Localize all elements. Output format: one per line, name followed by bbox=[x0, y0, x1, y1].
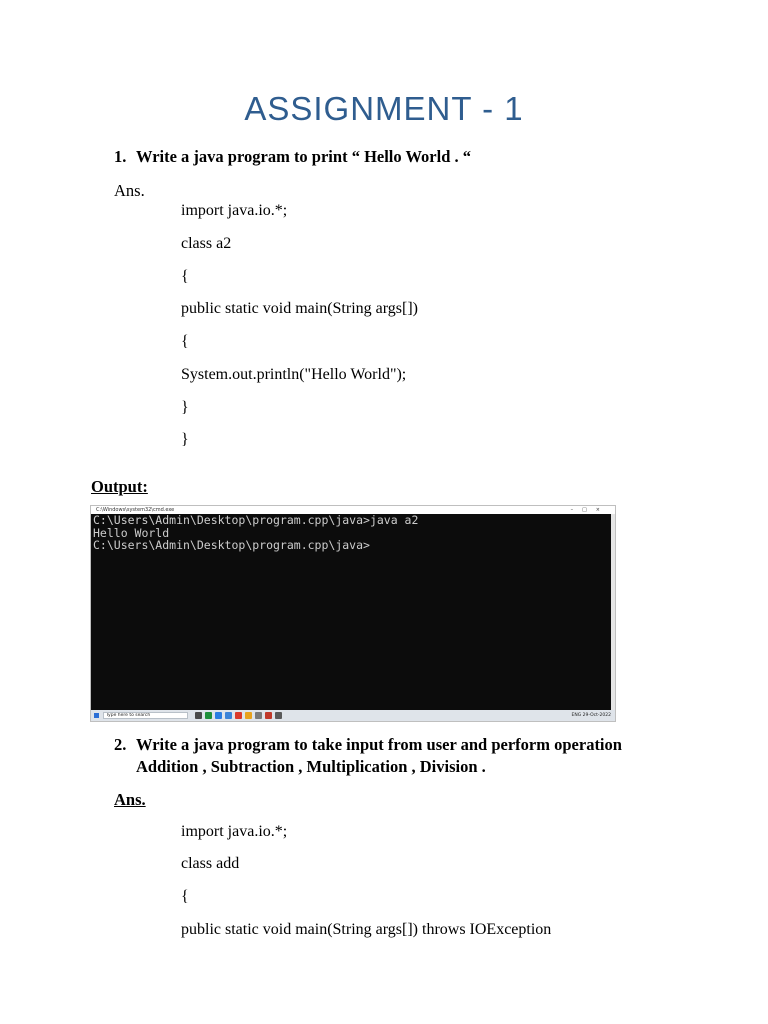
taskbar-app-icon bbox=[275, 712, 282, 719]
question-1-text: Write a java program to print “ Hello World . “ bbox=[136, 147, 472, 166]
answer-2-label: Ans. bbox=[114, 790, 146, 809]
taskbar-app-icon bbox=[245, 712, 252, 719]
taskbar-app-icon bbox=[255, 712, 262, 719]
taskbar bbox=[91, 710, 615, 721]
console-line: C:\Users\Admin\Desktop\program.cpp\java>java a2 bbox=[93, 513, 419, 527]
question-1-number: 1. bbox=[114, 147, 127, 166]
code-line: } bbox=[181, 399, 189, 416]
code-line: { bbox=[181, 333, 189, 350]
code-line: } bbox=[181, 431, 189, 448]
taskbar-app-icon bbox=[205, 712, 212, 719]
taskbar-app-icon bbox=[195, 712, 202, 719]
code-line: { bbox=[181, 268, 189, 285]
taskbar-app-icon bbox=[235, 712, 242, 719]
console-window-title: C:\Windows\system32\cmd.exe bbox=[96, 507, 175, 513]
taskbar-app-icon bbox=[215, 712, 222, 719]
code-line: import java.io.*; bbox=[181, 823, 288, 840]
answer-1-label: Ans. bbox=[114, 181, 145, 200]
console-line: Hello World bbox=[93, 525, 170, 540]
code-line: class add bbox=[181, 855, 240, 872]
console-screenshot bbox=[90, 505, 616, 722]
console-output bbox=[92, 514, 611, 710]
taskbar-app-icon bbox=[265, 712, 272, 719]
code-line: public static void main(String args[]) throws IOException bbox=[181, 921, 552, 938]
code-line: import java.io.*; bbox=[181, 202, 288, 219]
question-2-text-line1: Write a java program to take input from user and perform operation bbox=[136, 735, 622, 754]
taskbar-search-box: Type here to search bbox=[103, 712, 188, 719]
question-2-number: 2. bbox=[114, 735, 127, 754]
question-2 bbox=[114, 734, 622, 778]
taskbar-app-icon bbox=[225, 712, 232, 719]
page-title: ASSIGNMENT - 1 bbox=[244, 90, 524, 127]
code-line: public static void main(String args[]) bbox=[181, 300, 418, 317]
code-line: { bbox=[181, 888, 189, 905]
output-label: Output: bbox=[91, 477, 148, 496]
code-line: class a2 bbox=[181, 235, 232, 252]
console-scrollbar bbox=[611, 514, 615, 710]
taskbar-apps bbox=[195, 710, 285, 721]
question-1 bbox=[114, 146, 471, 168]
console-window-controls: –□× bbox=[570, 507, 609, 513]
system-tray: ENG 29-Oct-2022 bbox=[571, 713, 611, 718]
code-line: System.out.println("Hello World"); bbox=[181, 366, 407, 383]
question-2-text-line2: Addition , Subtraction , Multiplication , Division . bbox=[136, 757, 486, 776]
windows-start-icon bbox=[94, 713, 99, 718]
console-line: C:\Users\Admin\Desktop\program.cpp\java> bbox=[93, 538, 370, 552]
